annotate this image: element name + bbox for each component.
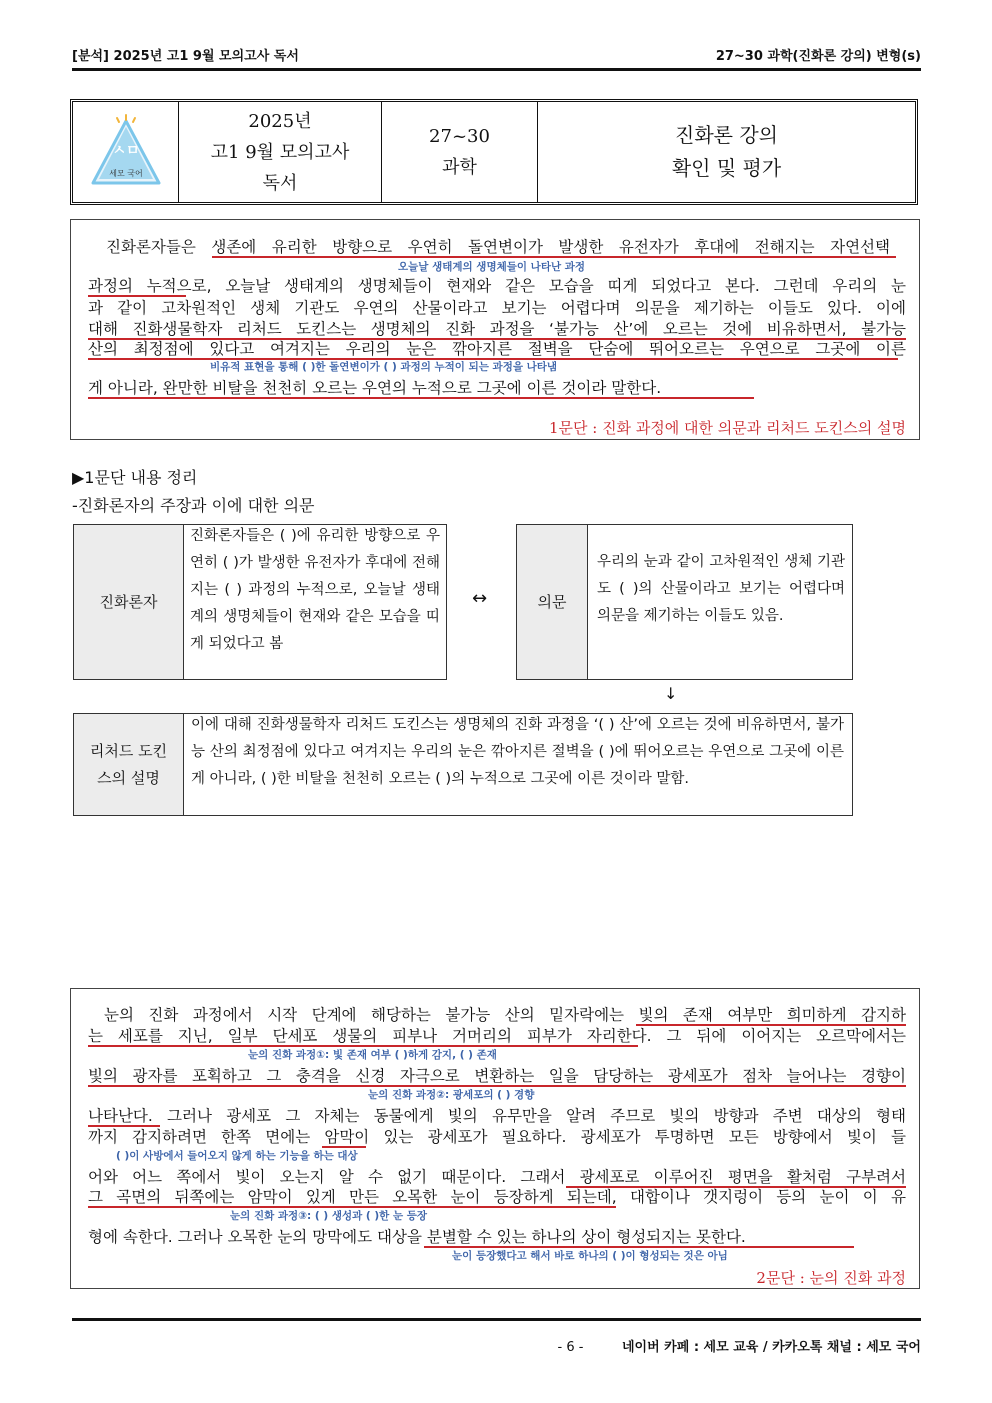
down-arrow: ↓ bbox=[664, 684, 678, 703]
claim-label: 진화론자 bbox=[74, 525, 184, 679]
logo-cell bbox=[73, 102, 178, 202]
logo-icon bbox=[87, 113, 165, 191]
passage1-note1: 오늘날 생태계의 생명체들이 나타난 과정 bbox=[398, 261, 586, 273]
passage1-note2: 비유적 표현을 통해 ( )한 돌연변이가 ( ) 과정의 누적이 되는 과정을 나타냄 bbox=[210, 361, 558, 373]
passage2-line5: 까지 감지하려면 한쪽 면에는 암막이 있는 광세포가 필요하다. 광세포가 투명하면 모든 방향에서 빛이 들 bbox=[88, 1128, 906, 1146]
passage2-line3: 빛의 광자를 포획하고 그 충격을 신경 자극으로 변환하는 일을 담당하는 광세포가 점차 늘어나는 경향이 bbox=[88, 1067, 906, 1085]
claim-text: 진화론자들은 ( )에 유리한 방향으로 우연히 ( )가 발생한 유전자가 후대에 전해지는 ( ) 과정의 누적으로, 오늘날 생태계의 생명체들이 현재와 같은 모습을 띠게 되었다고 봄 bbox=[190, 528, 440, 652]
logo-text: 세모 국어 bbox=[108, 169, 143, 178]
passage1-line3: 과 같이 고차원적인 생체 기관도 우연의 산물이라고 보기는 어렵다며 의문을 제기하는 이들도 있다. 이에 bbox=[88, 299, 906, 317]
underline bbox=[88, 397, 754, 399]
passage1-line4: 대해 진화생물학자 리처드 도킨스는 생명체의 진화 과정을 ‘불가능 산’에 오르는 것에 비유하면서, 불가능 bbox=[88, 320, 906, 338]
passage2-line6: 어와 어느 쪽에서 빛이 오는지 알 수 없기 때문이다. 그래서 광세포로 이루어진 평면을 활처럼 구부려서 bbox=[88, 1168, 906, 1186]
passage1-line1: 진화론자들은 생존에 유리한 방향으로 우연히 돌연변이가 발생한 유전자가 후대에 전해지는 자연선택 bbox=[106, 238, 890, 256]
svg-text:ㅅㅁ: ㅅㅁ bbox=[111, 143, 140, 159]
doc-subtitle: 확인 및 평가 bbox=[671, 156, 782, 180]
passage2-note3: ( )이 사방에서 들어오지 않게 하는 기능을 하는 대상 bbox=[116, 1150, 358, 1162]
passage1-line5: 산의 최정점에 있다고 여겨지는 우리의 눈은 깎아지른 절벽을 단숨에 뛰어오르는 우연으로 그곳에 이른 bbox=[88, 340, 906, 358]
passage2-line4: 나타난다. 그러나 광세포 그 자체는 동물에게 빛의 유무만을 알려 주므로 빛의 방향과 주변 대상의 형태 bbox=[88, 1107, 906, 1125]
footer-text: 네이버 카페 : 세모 교육 / 카카오톡 채널 : 세모 국어 bbox=[621, 1340, 921, 1355]
exam-name: 고1 9월 모의고사 bbox=[210, 141, 350, 163]
header-left: [분석] 2025년 고1 9월 모의고사 독서 bbox=[72, 49, 299, 64]
passage2-line1: 눈의 진화 과정에서 시작 단계에 해당하는 불가능 산의 밑자락에는 빛의 존재 여부만 희미하게 감지하 bbox=[104, 1006, 906, 1024]
exam-cell bbox=[178, 102, 381, 202]
passage2-note4: 눈의 진화 과정③: ( ) 생성과 ( )한 눈 등장 bbox=[230, 1210, 428, 1222]
underline bbox=[88, 295, 186, 297]
header-right: 27~30 과학(진화론 강의) 변형(s) bbox=[715, 49, 921, 64]
passage2-note1: 눈의 진화 과정①: 빛 존재 여부 ( )하게 감지, ( ) 존재 bbox=[248, 1049, 497, 1061]
passage2-note2: 눈의 진화 과정②: 광세포의 ( ) 경향 bbox=[368, 1089, 535, 1101]
question-text: 우리의 눈과 같이 고차원적인 생체 기관도 ( )의 산물이라고 보기는 어렵다며 의문을 제기하는 이들도 있음. bbox=[597, 554, 845, 624]
bidirectional-arrow: ↔ bbox=[472, 588, 488, 609]
title-table bbox=[70, 99, 918, 205]
exam-year: 2025년 bbox=[248, 110, 312, 132]
range-cell bbox=[381, 102, 537, 202]
title-cell bbox=[537, 102, 915, 202]
passage1-summary: 1문단 : 진화 과정에 대한 의문과 리처드 도킨스의 설명 bbox=[548, 419, 906, 437]
exam-subject: 독서 bbox=[262, 172, 298, 194]
underline bbox=[212, 256, 896, 258]
question-area: 과학 bbox=[442, 157, 477, 178]
question-box bbox=[516, 524, 853, 680]
dawkins-box bbox=[73, 713, 853, 816]
doc-title: 진화론 강의 bbox=[675, 123, 778, 147]
passage2-summary: 2문단 : 눈의 진화 과정 bbox=[756, 1269, 906, 1287]
dawkins-label: 리처드 도킨스의 설명 bbox=[74, 714, 184, 815]
question-range: 27~30 bbox=[429, 126, 490, 147]
passage2-line7: 그 곡면의 뒤쪽에는 암막이 있게 만든 오목한 눈이 등장하게 되는데, 대합이나 갯지렁이 등의 눈이 이 유 bbox=[88, 1188, 906, 1206]
passage2-line8: 형에 속한다. 그러나 오목한 눈의 망막에도 대상을 분별할 수 있는 하나의 상이 형성되지는 못한다. bbox=[88, 1228, 746, 1246]
footer bbox=[558, 1336, 921, 1355]
claim-box bbox=[73, 524, 447, 680]
dawkins-text: 이에 대해 진화생물학자 리처드 도킨스는 생명체의 진화 과정을 ‘( ) 산’에 오르는 것에 비유하면서, 불가능 산의 최정점에 있다고 여겨지는 우리의 눈은 깎아지른 절벽을 ( )에 뛰어오르는 우연으로 그곳에 이른 게 아니라, ( )한 비탈을 천천히 오르는 ( )의 누적으로 그곳에 이른 것이라 말함. bbox=[191, 717, 844, 787]
page-number: - 6 - bbox=[557, 1340, 584, 1355]
section-heading: ▶1문단 내용 정리 bbox=[72, 468, 198, 487]
passage2-note5: 눈이 등장했다고 해서 바로 하나의 ( )이 형성되는 것은 아님 bbox=[452, 1250, 728, 1262]
question-label: 의문 bbox=[517, 525, 588, 679]
passage1-line6: 게 아니라, 완만한 비탈을 천천히 오르는 우연의 누적으로 그곳에 이른 것이라 말한다. bbox=[88, 379, 662, 397]
section-subheading: -진화론자의 주장과 이에 대한 의문 bbox=[72, 496, 315, 515]
footer-rule bbox=[72, 1318, 921, 1321]
header-rule bbox=[72, 68, 921, 71]
passage1-line2: 과정의 누적으로, 오늘날 생태계의 생명체들이 현재와 같은 모습을 띠게 되었다고 본다. 그런데 우리의 눈 bbox=[88, 277, 906, 295]
passage2-line2: 는 세포를 지닌, 일부 단세포 생물의 피부나 거머리의 피부가 자리한다. 그 뒤에 이어지는 오르막에서는 bbox=[88, 1027, 906, 1045]
